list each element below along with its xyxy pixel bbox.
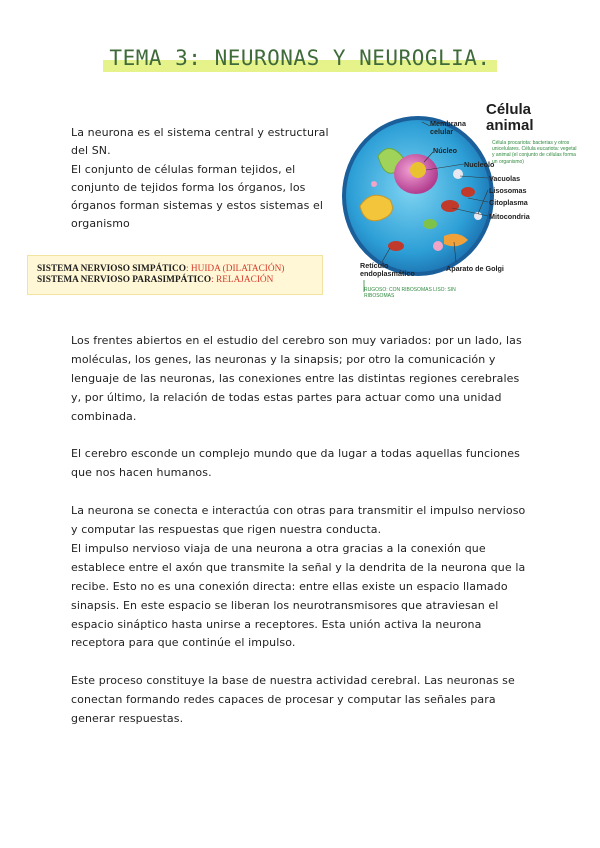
sympathetic-line [37,264,322,275]
parasympathetic-label: SISTEMA NERVIOSO PARASIMPÁTICO [37,275,212,285]
intro-text [71,124,339,234]
diagram-side-note: Célula procariota: bacterias y otros unicelulares. Célula eucariota: vegetal y animal (el conjunto de células forma un organismo) [492,140,577,165]
lysosome [433,241,443,251]
label-nucleolo: Nucleolo [464,160,495,169]
intro-paragraph-2: El conjunto de células forman tejidos, el conjunto de tejidos forma los órganos, los órganos forman sistemas y estos sistemas el organismo [71,162,324,231]
nervous-system-box [27,255,323,295]
parasympathetic-value: : RELAJACIÓN [211,275,274,285]
body-paragraph-1: Los frentes abiertos en el estudio del cerebro son muy variados: por un lado, las moléculas, los genes, las neuronas y la sinapsis; por otro la comunicación y lenguaje de las neuronas, las conexiones entre las distintas regiones cerebrales y, por último, la relación de todas estas partes para actuar como una unidad combinada. [71,334,522,423]
diagram-title-line1: Célula [486,101,532,118]
label-reticulo: Retículo endoplasmático [360,261,415,278]
label-nucleo: Núcleo [433,146,457,155]
body-paragraph-3: La neurona se conecta e interactúa con otras para transmitir el impulso nervioso y computar las respuestas que rigen nuestra conducta. [71,504,526,537]
label-mitocondria: Mitocondria [489,212,530,221]
diagram-green-note: RUGOSO: CON RIBOSOMAS LISO: SIN RIBOSOMAS [364,287,456,299]
label-golgi: Aparato de Golgi [446,264,504,273]
sympathetic-label: SISTEMA NERVIOSO SIMPÁTICO [37,264,186,274]
parasympathetic-line [37,275,322,286]
paragraph-gap [71,483,531,502]
body-text [71,332,531,729]
title-wrapper [0,44,600,74]
sympathetic-value: : HUIDA (DILATACIÓN) [185,264,285,274]
label-citoplasma: Citoplasma [489,198,528,207]
animal-cell-diagram [338,96,582,304]
page-title-text: TEMA 3: NEURONAS Y NEUROGLIA. [109,46,491,70]
paragraph-gap [71,653,531,672]
label-lisosomas: Lisosomas [489,186,527,195]
label-membrana: Membrana celular [430,119,466,136]
page-title [103,44,496,74]
mitochondria [441,200,459,212]
label-vacuolas: Vacuolas [489,174,521,183]
paragraph-gap [71,427,531,446]
diagram-title-line2: animal [486,117,534,134]
vacuole [453,169,463,179]
intro-paragraph-1: La neurona es el sistema central y estructural del SN. [71,126,329,158]
diagram-title [486,102,534,134]
nucleolus [410,162,426,178]
body-paragraph-5: Este proceso constituye la base de nuestra actividad cerebral. Las neuronas se conectan formando redes capaces de procesar y computar las señales para generar respuestas. [71,674,515,726]
body-paragraph-4: El impulso nervioso viaja de una neurona a otra gracias a la conexión que establece entre el axón que transmite la señal y la dendrita de la neurona que la recibe. Esto no es una conexión directa: entre ellas existe un espacio llamado sinapsis. En este espacio se liberan los neurotransmisores que atraviesan el espacio sináptico hasta unirse a receptores. Esta unión activa la neurona receptora para que continúe el impulso. [71,541,526,650]
body-paragraph-2: El cerebro esconde un complejo mundo que da lugar a todas aquellas funciones que nos hacen humanos. [71,447,520,480]
